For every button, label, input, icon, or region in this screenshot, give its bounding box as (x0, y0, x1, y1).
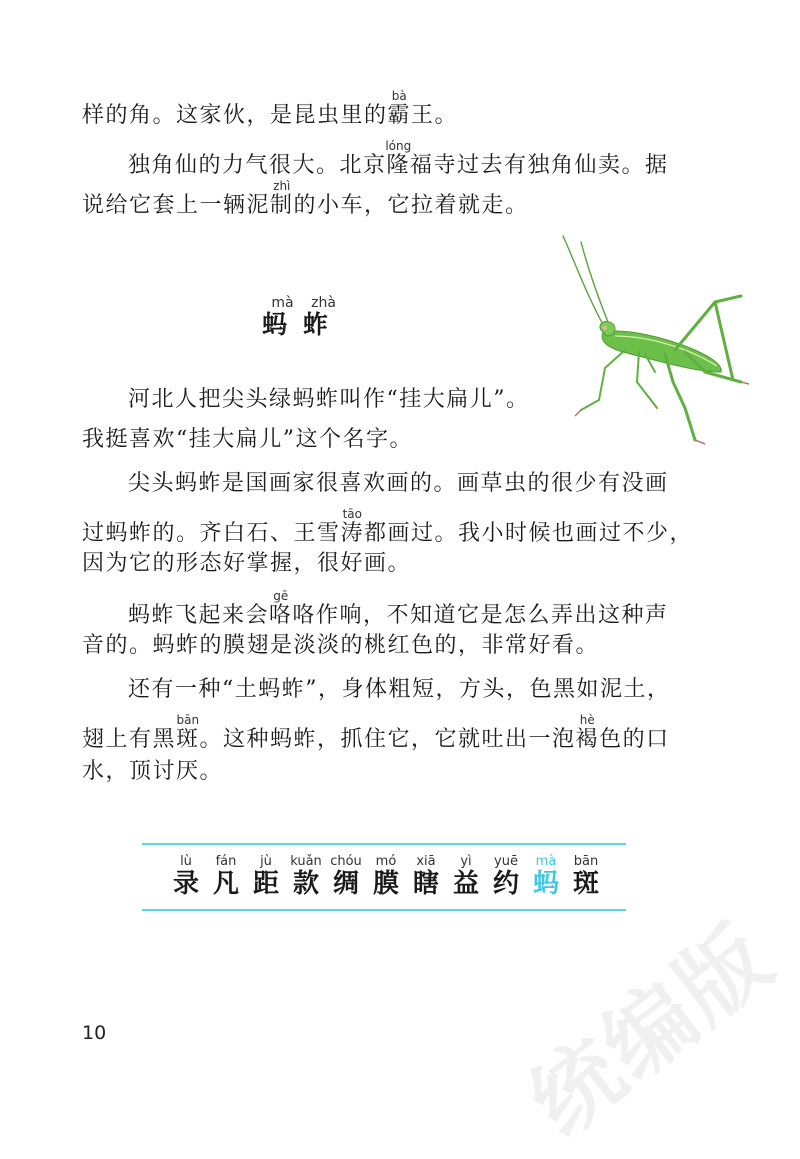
text-line: 河北人把尖头绿蚂蚱叫作“挂大扁儿”。 (128, 387, 530, 412)
section-title: 蚂mà蚱zhà (262, 295, 345, 339)
text-line: 我挺喜欢“挂大扁儿”这个名字。 (82, 427, 413, 452)
text-line: 水，顶讨厌。 (82, 759, 224, 784)
text-line: 音的。蚂蚱的膜翅是淡淡的桃红色的，非常好看。 (82, 633, 600, 658)
grasshopper-illustration (545, 232, 755, 452)
vocab-char: 凡fán (212, 854, 239, 899)
vocab-char: 膜mó (372, 854, 399, 899)
vocab-char: 距jù (252, 854, 279, 899)
vocab-char: 益yì (452, 854, 479, 899)
page-number: 10 (82, 1022, 107, 1044)
text-line: 尖头蚂蚱是国画家很喜欢画的。画草虫的很少有没画 (128, 471, 669, 496)
vocab-char: 款kuǎn (290, 854, 322, 899)
vocab-char-highlighted: 蚂mà (532, 854, 559, 899)
vocab-char: 斑bān (572, 854, 599, 899)
text-line: 说给它套上一辆泥制zhì的小车，它拉着就走。 (82, 179, 529, 218)
text-line: 因为它的形态好掌握，很好画。 (82, 551, 412, 576)
text-line: 独角仙的力气很大。北京隆lóng福寺过去有独角仙卖。据 (128, 139, 669, 178)
text-line: 过蚂蚱的。齐白石、王雪涛tāo都画过。我小时候也画过不少， (82, 507, 694, 546)
text-line: 还有一种“土蚂蚱”，身体粗短，方头，色黑如泥土， (128, 677, 671, 702)
vocabulary-row (166, 855, 606, 900)
vocab-char: 瞎xiā (412, 854, 439, 899)
vocabulary-box (142, 843, 626, 911)
vocab-char: 约yuē (492, 854, 519, 899)
vocab-char: 录lù (172, 854, 199, 899)
text-line: 蚂蚱飞起来会咯gē咯作响，不知道它是怎么弄出这种声 (128, 589, 669, 628)
text-line: 样的角。这家伙，是昆虫里的霸bà王。 (82, 89, 459, 128)
text-line: 翅上有黑斑bān。这种蚂蚱，抓住它，它就吐出一泡褐hè色的口 (82, 713, 670, 752)
watermark: 统编版 (510, 903, 792, 1156)
vocab-char: 绸chóu (330, 854, 362, 899)
